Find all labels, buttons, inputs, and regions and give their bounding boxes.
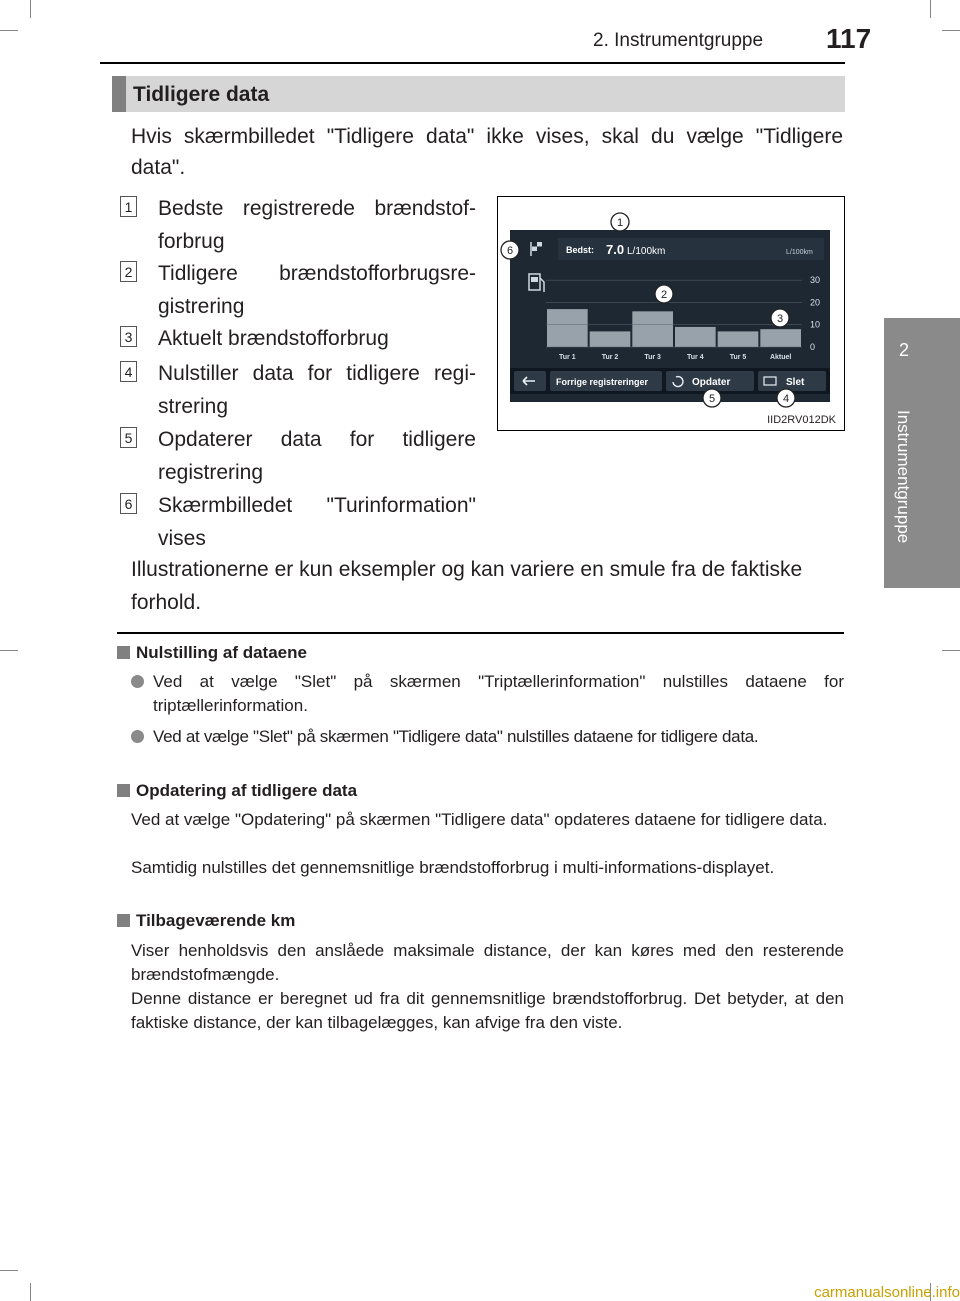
item-number-badge: 5 <box>120 427 137 448</box>
x-tick-label: Tur 2 <box>601 354 619 361</box>
best-label: Bedst: <box>566 245 595 255</box>
body-paragraph: Samtidig nulstilles det gennemsnitlige brændstofforbrug i multi-informations-displayet. <box>131 858 775 877</box>
item-number-badge: 4 <box>120 361 137 382</box>
bar-tur-4 <box>675 327 716 347</box>
item-number-badge: 3 <box>120 326 137 347</box>
callout-number: 3 <box>776 313 784 325</box>
subsection-title-text: Nulstilling af dataene <box>136 643 307 662</box>
x-tick-label: Tur 4 <box>687 354 704 361</box>
crop-mark <box>0 1270 18 1271</box>
bullet-text: Ved at vælge "Slet" på skærmen "Triptællerinformation" nulstilles dataene for triptællerinformation. <box>153 672 844 715</box>
subsection-title <box>117 643 307 663</box>
item-text: Opdaterer data for tidligere registrering <box>158 428 476 484</box>
crop-mark <box>942 650 960 651</box>
bullet-item <box>131 725 844 773</box>
body-paragraph: Ved at vælge "Opdatering" på skærmen "Tidligere data" opdateres dataene for tidligere data. <box>131 810 828 829</box>
circle-bullet-icon <box>131 675 144 688</box>
square-bullet-icon <box>117 784 130 797</box>
item-number-badge: 1 <box>120 196 137 217</box>
subsection-title-text: Tilbageværende km <box>136 911 296 930</box>
subsection-title <box>117 911 295 931</box>
bar-tur-3 <box>632 311 673 347</box>
display-screen <box>506 217 830 405</box>
subsection-title <box>117 781 357 801</box>
item-text: Bedste registrerede brændstof-forbrug <box>158 197 476 253</box>
bullet-text: Ved at vælge "Slet" på skærmen "Tidligere data" nulstilles dataene for tidligere data. <box>153 727 759 746</box>
y-tick-label: 20 <box>810 297 821 308</box>
square-bullet-icon <box>117 914 130 927</box>
callout-number: 6 <box>506 245 514 257</box>
delete-button-label: Slet <box>786 377 805 388</box>
y-tick-label: 0 <box>810 342 816 352</box>
crop-mark <box>930 0 931 18</box>
x-tick-label: Tur 3 <box>644 354 661 361</box>
y-tick-label: 30 <box>810 275 821 286</box>
item-text: Tidligere brændstofforbrugsre-gistrering <box>158 262 476 318</box>
crop-mark <box>0 650 18 651</box>
callout-number: 1 <box>616 217 624 229</box>
section-rule <box>117 632 844 634</box>
screen-graphic <box>506 217 830 405</box>
note-paragraph: Illustrationerne er kun eksempler og kan variere en smule fra de faktiske forhold. <box>131 558 803 614</box>
figure-code: IID2RV012DK <box>767 414 836 426</box>
watermark-prefix: carmanualsonline <box>814 1284 932 1301</box>
callout-number: 5 <box>708 393 716 405</box>
bar-tur-1 <box>547 309 588 347</box>
chapter-title: 2. Instrumentgruppe <box>593 30 764 51</box>
screen-illustration <box>497 196 845 431</box>
bar-aktuel <box>760 329 801 347</box>
section-title: Tidligere data <box>133 83 270 106</box>
circle-bullet-icon <box>131 730 144 743</box>
item-number-badge: 6 <box>120 493 137 514</box>
subsection-title-text: Opdatering af tidligere data <box>136 781 358 800</box>
bar-tur-2 <box>590 331 631 347</box>
crop-mark <box>0 30 18 31</box>
best-unit: L/100km <box>627 246 666 257</box>
item-text: Skærmbilledet "Turinformation" vises <box>158 494 476 550</box>
watermark <box>0 1284 960 1301</box>
item-text: Nulstiller data for tidligere regi-strering <box>158 362 476 418</box>
side-tab-label: Instrumentgruppe <box>894 410 913 544</box>
callout-number: 4 <box>782 393 790 405</box>
watermark-suffix: .info <box>931 1284 960 1301</box>
update-button-label: Opdater <box>692 377 731 388</box>
history-button-label: Forrige registreringer <box>556 377 649 387</box>
x-tick-label: Tur 5 <box>729 354 747 361</box>
item-text: Aktuelt brændstofforbrug <box>158 327 389 350</box>
body-paragraph: Viser henholdsvis den anslåede maksimale distance, der kan køres med den resterende brændstofmængde. <box>131 941 844 984</box>
callout-number: 2 <box>660 289 668 301</box>
header-rule <box>100 62 845 64</box>
page-number: 117 <box>826 23 872 54</box>
best-value: 7.0 <box>606 242 625 257</box>
bullet-item <box>131 670 844 718</box>
bar-tur-5 <box>718 331 759 347</box>
x-tick-label: Aktuel <box>769 354 792 361</box>
item-number-badge: 2 <box>120 261 137 282</box>
square-bullet-icon <box>117 646 130 659</box>
body-paragraph: Denne distance er beregnet ud fra dit gennemsnitlige brændstofforbrug. Det betyder, at den faktiske distance, der kan tilbagelægges, kan afvige fra den viste. <box>131 989 844 1032</box>
side-tab-number: 2 <box>898 340 909 360</box>
y-tick-label: 10 <box>810 319 821 330</box>
crop-mark <box>942 30 960 31</box>
unit-label: L/100km <box>786 249 813 256</box>
section-heading-accent <box>112 76 126 112</box>
intro-paragraph: Hvis skærmbilledet "Tidligere data" ikke vises, skal du vælge "Tidligere data". <box>131 125 843 179</box>
crop-mark <box>30 0 31 18</box>
x-tick-label: Tur 1 <box>559 354 576 361</box>
